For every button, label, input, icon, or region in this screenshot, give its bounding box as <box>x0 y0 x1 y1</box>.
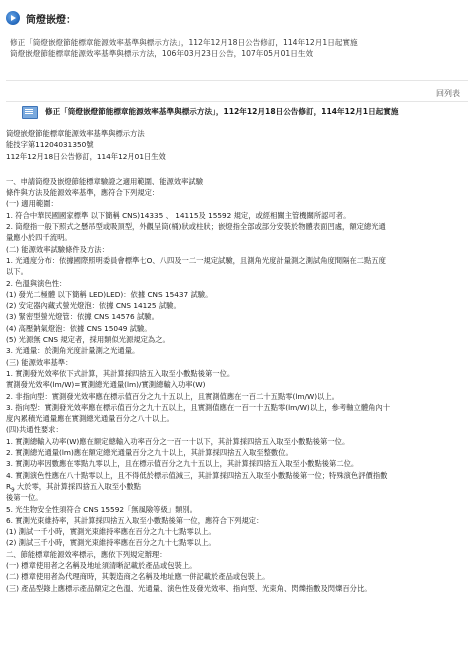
content-line: (三) 產品型錄上應標示產品額定之色溫、光通量、演色性及發光效率、指向型、光束角、閃爍指數及閃爍百分比。 <box>6 583 372 593</box>
play-bullet-icon <box>6 11 20 25</box>
document-meta <box>6 128 470 162</box>
content-line: (四)共通性要求： <box>6 425 63 435</box>
content-line: 2. 實測總光通量(lm)應在額定總光通量百分之九十以上，其計算採四捨五入取至整數位。 <box>6 448 293 458</box>
meta-line: 筒燈嵌燈節能標章能源效率基準與標示方法 <box>6 129 145 138</box>
content-line: 1. 實測總輸入功率(W)應在額定總輸入功率百分之一百一十以下，其計算採四捨五入取至小數點後第一位。 <box>6 436 350 446</box>
content-line: 二、節能標章能源效率標示，應依下列規定辦理： <box>6 549 167 559</box>
content-line: 6. 實測光束維持率，其計算採四捨五入取至小數點後第一位，應符合下列規定： <box>6 515 264 525</box>
content-line: 1. 實測發光效率依下式計算，其計算採四捨五入取至小數點後第一位。 <box>6 368 235 378</box>
content-line: 一、申請筒燈及嵌燈節能標章驗證之適用範圍、能源效率試驗 <box>6 176 204 186</box>
content-line: 1. 符合中華民國國家標準 以下簡稱 CNS)14335 、 14115及 15592 規定，或經相關主管機關所認可者。 <box>6 210 351 220</box>
content-line: 條件與方法及能源效率基準，應符合下列規定： <box>6 188 160 198</box>
header-title-row <box>6 10 468 26</box>
document-body <box>6 104 470 594</box>
content-line: (3) 緊密型螢光燈管：依據 CNS 14576 試驗。 <box>6 312 159 322</box>
meta-line: 112年12月18日公告修訂，114年12月01日生效 <box>6 151 166 161</box>
content-line: 後第一位。 <box>6 493 43 503</box>
content-line: 以下。 <box>6 267 28 277</box>
content-line: (二) 標章使用者為代理商時，其製造商之名稱及地址應一併記載於產品或包裝上。 <box>6 572 270 582</box>
document-title: 修正「筒燈嵌燈節能標章能源效率基準與標示方法」，112年12月18日公告修訂，114年12月1日起實施 <box>45 107 399 117</box>
content-line: (三) 能源效率基準： <box>6 357 73 367</box>
document-icon <box>22 106 38 119</box>
content-line: 4. 實測演色性應在八十點零以上，且不得低於標示值減三，其計算採四捨五入取至小數點後第一位；特殊演色評價指數 <box>6 470 388 480</box>
header-link-original[interactable]: 筒燈嵌燈節能標章能源效率基準與標示方法，106年03月23日公告，107年05月01日生效 <box>10 49 314 58</box>
content-line: (二) 能源效率試驗條件及方法： <box>6 244 109 254</box>
content-line: (2) 安定器內藏式螢光燈泡：依據 CNS 14125 試驗。 <box>6 301 181 311</box>
content-line: 5. 光生物安全性須符合 CNS 15592「無風險等級」類別。 <box>6 504 197 514</box>
content-line: (4) 高壓鈉氣燈泡：依據 CNS 15049 試驗。 <box>6 323 152 333</box>
content-line: 量應小於四千流明。 <box>6 233 72 243</box>
header-link-revision[interactable]: 修正「筒燈嵌燈節能標章能源效率基準與標示方法」，112年12月18日公告修訂，114年12月1日起實施 <box>10 38 358 47</box>
content-line: (5) 光源無 CNS 規定者，採用類似光源規定為之。 <box>6 335 170 345</box>
content-line: (2) 測試三千小時，實測光束維持率應在百分之九十七點零以上。 <box>6 538 216 548</box>
content-line: 2. 色溫與演色性： <box>6 278 67 288</box>
content-line: 度內累積光通量應在實測總光通量百分之八十以上。 <box>6 414 174 424</box>
content-line: (一) 標章使用者之名稱及地址須清晰記載於產品或包裝上。 <box>6 560 197 570</box>
divider <box>6 80 468 81</box>
content-line: 2. 筒燈指一般下照式之懸吊型或吸頂型，外觀呈筒(桶)狀或柱狀；嵌燈指全部或部分安裝於物體表面凹處，額定總光通 <box>6 222 386 232</box>
divider <box>6 101 468 102</box>
back-to-list-link[interactable]: 回列表 <box>436 89 460 98</box>
meta-line: 能技字第11204031350號 <box>6 140 94 150</box>
content-line: 1. 光通度分布：依據國際照明委員會標準七O、八四及一二一規定試驗，且測角光度計量測之測試角度間隔在二點五度 <box>6 255 386 265</box>
document-title-row <box>22 104 470 120</box>
content-line: $R_9$ 大於零，其計算採四捨五入取至小數點 <box>6 481 141 494</box>
content-line: (1) 發光二極體 以下簡稱 LED)LED)：依據 CNS 15437 試驗。 <box>6 289 213 299</box>
announcement-header <box>6 10 468 59</box>
document-content <box>6 176 470 594</box>
content-line: 3. 實測功率因數應在零點九零以上，且在標示值百分之九十五以上，其計算採四捨五入取至小數點後第二位。 <box>6 459 359 469</box>
content-line: 3. 指向型：實測發光效率應在標示值百分之九十五以上，且實測值應在一百一十五點零(lm/W)以上，參考軸立體角內十 <box>6 402 391 412</box>
content-line: 實測發光效率(lm/W)=實測總光通量(lm)/實測總輸入功率(W) <box>6 380 206 390</box>
content-line: (一) 適用範圍： <box>6 199 58 209</box>
header-title: 筒燈嵌燈： <box>26 14 76 26</box>
content-line: 2. 非指向型：實測發光效率應在標示值百分之九十五以上，且實測值應在一百二十五點零(lm/W)以上。 <box>6 391 339 401</box>
content-line: 3. 光通量：於測角光度計量測之光通量。 <box>6 346 140 356</box>
content-line: (1) 測試一千小時，實測光束維持率應在百分之九十七點零以上。 <box>6 527 216 537</box>
